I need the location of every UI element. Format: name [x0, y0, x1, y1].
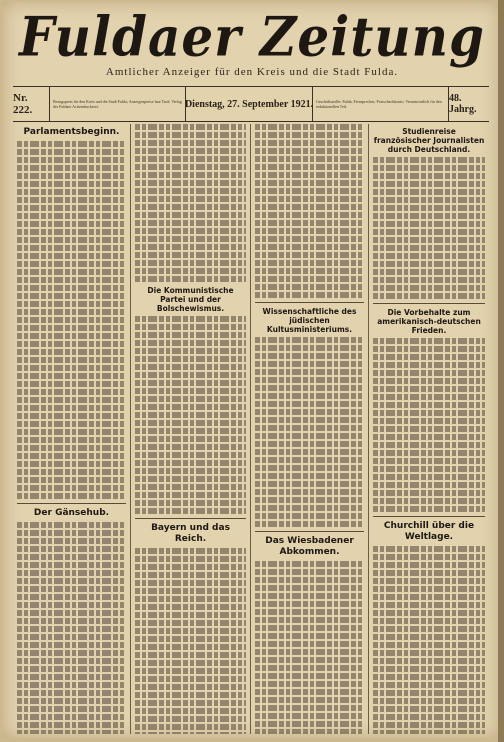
- article-headline: Studienreise französischer Journalisten durch Deutschland.: [373, 127, 485, 154]
- column-4: [369, 124, 489, 734]
- divider: [135, 518, 246, 519]
- article-headline: Parlamentsbeginn.: [23, 127, 120, 137]
- column-1: [13, 124, 131, 734]
- newspaper-title: Fuldaer Zeitung: [19, 4, 485, 69]
- article-body: [373, 338, 485, 512]
- article-body: [135, 548, 246, 734]
- article-body: [17, 141, 126, 499]
- article-body: [373, 157, 485, 299]
- article-headline: Churchill über die Weltlage.: [383, 521, 475, 542]
- divider: [255, 302, 364, 303]
- divider: [255, 531, 364, 532]
- newspaper-subtitle: Amtlicher Anzeiger für den Kreis und die Stadt Fulda.: [105, 66, 399, 78]
- volume-year: 48. Jahrg.: [449, 93, 477, 115]
- column-2: [131, 124, 251, 734]
- binding-edge: [498, 0, 504, 742]
- article-columns: [13, 124, 489, 734]
- article-headline: Die Vorbehalte zum amerikanisch-deutschen Frieden.: [377, 308, 481, 335]
- article-headline: Das Wiesbadener Abkommen.: [265, 536, 354, 557]
- divider: [373, 303, 485, 304]
- article-headline: Bayern und das Reich.: [151, 523, 230, 544]
- issue-info-bar: [13, 86, 489, 122]
- divider: [373, 516, 485, 517]
- article-body: [255, 561, 364, 734]
- article-body: [373, 546, 485, 734]
- article-body: [255, 337, 364, 527]
- article-headline: Wissenschaftliche des jüdischen Kultusministeriums.: [262, 307, 357, 334]
- issue-number: Nr. 222.: [13, 87, 50, 121]
- article-body: [17, 522, 126, 734]
- office-info: Geschäftsstelle: Fulda; Fernsprecher; Postscheckkonto; Verantwortlich für den redaktionellen Teil.: [313, 87, 449, 121]
- article-body: [135, 124, 246, 282]
- masthead: [13, 4, 491, 80]
- column-3: [251, 124, 369, 734]
- article-body: [135, 316, 246, 514]
- issue-date: Dienstag, 27. September 1921.: [186, 87, 313, 121]
- article-body: [255, 124, 364, 298]
- divider: [17, 503, 126, 504]
- article-headline: Die Kommunistische Partei und der Bolschewismus.: [147, 286, 234, 313]
- article-headline: Der Gänsehub.: [33, 508, 110, 518]
- subscription-info: Bezugspreis für den Kreis und die Stadt Fulda; Anzeigenpreise laut Tarif; Verlag der Fuldaer Actiendruckerei.: [50, 87, 186, 121]
- newspaper-page: [3, 2, 499, 738]
